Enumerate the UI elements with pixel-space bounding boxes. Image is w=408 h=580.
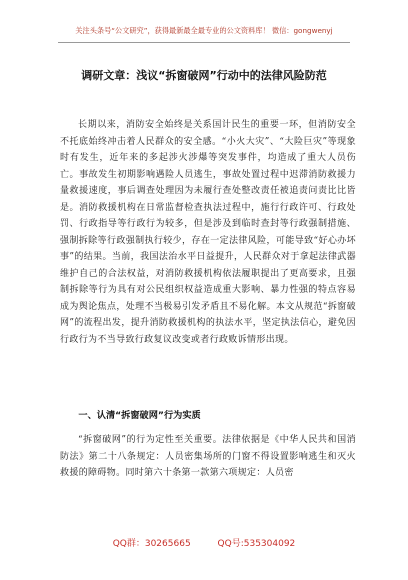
intro-paragraph: 长期以来，消防安全始终是关系国计民生的重要一环，但消防安全不托底始终冲击着人民群众的安全感。“小火大灾”、“大险巨灾”等现象时有发生，近年来的多起涉火涉爆等突发事件，均造成了重大人员伤亡。事故发生初期影响遇险人员逃生，事故处置过程中迟滞消防救援力量救援速度，事后调查处理因为未履行查处整改责任被追责问责比比皆是。消防救援机构在日常监督检查执法过程中，施行行政许可、行政处罚、行政指导等行政行为较多，但是涉及到临时查封等行政强制措施、强制拆除等行政强制执行较少，存在一定法律风险，可能导致“好心办坏事”的结果。当前，我国法治水平日益提升，人民群众对于拿起法律武器维护自己的合法权益，对消防救援机构依法履职提出了更高要求，且强制拆除等行为具有对公民组织权益造成重大影响、暴力性强的特点容易成为舆论焦点，处理不当极易引发矛盾且不易化解。本文从规范“拆窗破网”的流程出发，提升消防救援机构的执法水平，坚定执法信心，避免因行政行为不当导致行政复议改变或者行政败诉情形出现。	[60, 120, 356, 345]
section-1-heading: 一、认清“拆窗破网”行为实质	[78, 410, 201, 421]
section-1-paragraph: “拆窗破网”的行为定性至关重要。法律依据是《中华人民共和国消防法》第二十八条规定：人员密集场所的门窗不得设置影响逃生和灭火救援的障碍物。同时第六十条第一款第六项规定：人员密	[60, 435, 356, 478]
intro-section	[60, 117, 356, 348]
footer-qq-group: QQ群：30265665	[112, 539, 191, 549]
page-footer	[0, 538, 408, 550]
header-banner	[58, 24, 350, 43]
section-1-body	[60, 432, 356, 498]
document-title: 调研文章：浅议“拆窗破网”行动中的法律风险防范	[81, 69, 327, 82]
footer-qq-number: QQ号:535304092	[217, 539, 296, 549]
header-banner-text: 关注头条号“公文研究”，获得最新最全最专业的公文资料库！ 微信：gongwenyj	[75, 26, 333, 35]
